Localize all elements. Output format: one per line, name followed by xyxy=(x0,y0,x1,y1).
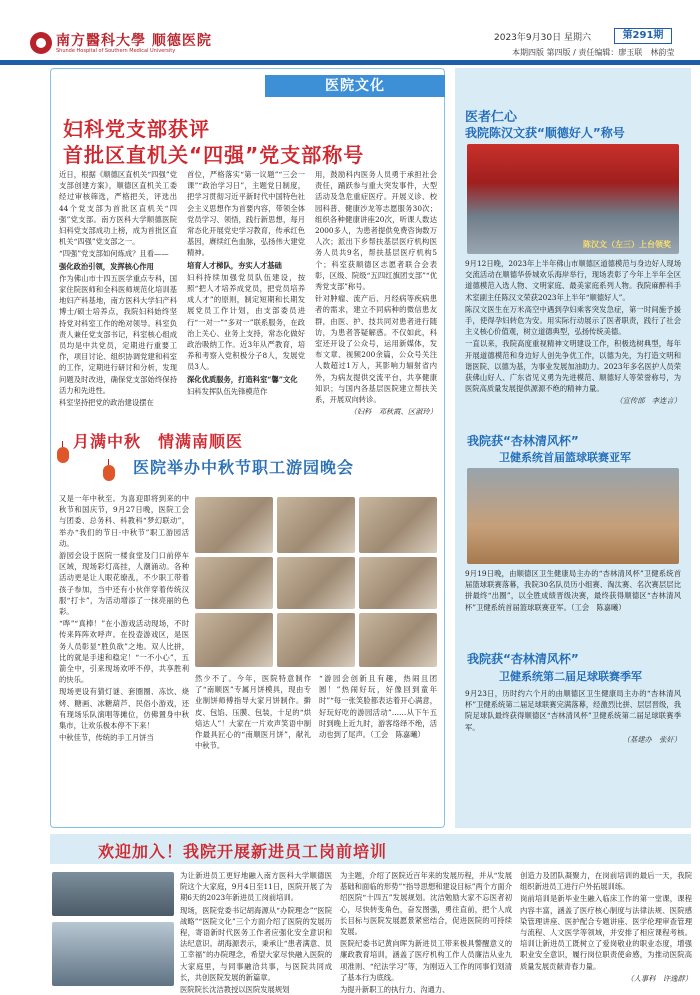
bottom-article-title: 欢迎加入！我院开展新进员工岗前培训 xyxy=(98,842,388,861)
culture-section xyxy=(50,68,445,828)
event-photo xyxy=(359,613,437,667)
event-photo xyxy=(359,557,437,609)
paragraph: 然少不了。今年，医院特意制作了“南顺医”专属月饼模具，现由专业制饼师傅指导大家月饼制作。擀皮、包馅、压膜、包装，十足的“烘焙达人”！大家在一片欢声笑语中制作最具匠心的“南顺医月饼”，献礼中秋节。 xyxy=(195,674,311,751)
paragraph: 作为佛山市十四五医学重点专科，国家住院医师和全科医师规范化培训基地妇产科基地，南方医科大学妇产科博士/硕士培养点，我院妇科始终坚持党对科室工作的绝对领导。科室负责人兼任党支部书记，科室核心组成员均是中共党员，定期进行重要工作，项目讨论、组织协调党建和科室的工作，定期进行研讨和分析，发现问题及时改进，确保党支部始终保持活力和先进性。 xyxy=(59,273,177,395)
paragraph: 一直以来，我院高度重视精神文明建设工作，积极选树典型，每年开展道德模范和身边好人创先争优工作，以德为先，为打造文明和谐医院、以德为基，为事业发展加油助力。2023年多名医护人员荣获佛山好人、广东省见义勇为先进模范、顺德好人等荣誉称号，为医院高质量发展提供源源不绝的精神力量。 xyxy=(465,339,681,394)
lantern-icon xyxy=(103,465,115,481)
paragraph: 创造力及团队凝聚力，在岗前培训的最后一天，我院组织新进员工进行户外拓展训练。 xyxy=(520,871,692,892)
right-article1-title-line1: 医者仁心 xyxy=(465,110,518,125)
lantern-icon xyxy=(57,447,69,463)
author-credit: （人事科 许逸群） xyxy=(626,973,692,983)
training-photo xyxy=(52,872,174,916)
paragraph: 现场，医院党委书记胡海源从“办院理念”“医院战略”“医院文化”三个方面介绍了医院的发展历程，寄语新时代医务工作者应强化安全意识和法纪意识。胡海源表示，秉承让“患者满意、员工幸福”的办院理念，希望大家尽快融入医院的大家庭里，与同事融洽共事，与医院共同成长，共创医院发展的新篇章。 xyxy=(180,905,332,982)
paragraph: 近日，根据《顺德区直机关“四强”党支部创建方案》，顺德区直机关工委经过审核筛选，严格把关，评选出44个党支部为首批区直机关“四强”党支部。南方医科大学顺德医院妇科党支部成功上榜，成为首批区直机关“四强”党支部之一。 xyxy=(59,170,177,247)
article2-title-line2: 医院举办中秋节职工游园晚会 xyxy=(133,458,355,477)
right-article1-body xyxy=(465,258,681,424)
paragraph: 9月12日晚，2023年上半年佛山市顺德区道德模范与身边好人现场交流活动在顺德华侨城欢乐海岸举行，现场表彰了今年上半年全区道德模范入选人物、文明家庭、最美家庭系列人物。我院麻醉科手术室副主任陈汉文荣获2023年上半年“顺德好人”。 xyxy=(465,259,681,302)
paragraph: 又是一年中秋至。为喜迎即将到来的中秋节和国庆节，9月27日晚，医院工会与团委、总务科、科教科“梦幻联动”，举办“我们的节日·中秋节”职工游园活动。 xyxy=(59,494,189,548)
paragraph: 现场更设有猜灯谜、套圈圈、冻饮、烧烤、糖画、冰糖葫芦、民俗小游戏，还有现场乐队演唱等摊位，仿佛置身中秋集市，让欢乐极本停不下来！ xyxy=(59,687,189,731)
article1-title-line2: 首批区直机关“四强”党支部称号 xyxy=(63,143,365,167)
paragraph: “哗”“真棒！”在小游戏活动现场，不时传来阵阵欢呼声。在投壶游戏区，是医务人员彰显“胜负欲”之地。双人比拼，比的就是手速和稳定！“一不小心”，五箭全中，引来现场欢呼不停，共享胜利的快乐。 xyxy=(59,619,189,685)
paragraph: 首位，严格落实“第一议题”“三会一课”“政治学习日”，主题党日制度，把学习贯彻习近平新时代中国特色社会主义思想作为首要内容，带领全体党员学习、领悟，践行新思想，每月常态化开展党史学习教育，传承红色基因，赓续红色血脉，弘扬伟大建党精神。 xyxy=(187,170,305,258)
hospital-name-english: Shunde Hospital of Southern Medical University xyxy=(56,48,176,54)
editor-line: 本期四版 第四版 / 责任编辑：廖玉联 林韵莹 xyxy=(512,48,675,57)
event-photo xyxy=(277,613,355,667)
article1-col2 xyxy=(187,169,305,419)
paragraph: “游园会创新且有趣，热闹且团圆！”热闹好玩，好像回到童年时”“每一张笑脸都表达着开心满意，好玩好吃的游园活动”……从下午五时到晚上近九时，游客络绎不绝，活动也到了尾声。（工会 陈嘉曦） xyxy=(319,674,437,740)
hospital-logo-icon xyxy=(30,32,52,54)
hospital-name: 南方醫科大學 顺德医院 xyxy=(56,33,212,49)
subheading: 强化政治引领，发挥核心作用 xyxy=(59,261,154,271)
bottom-col1 xyxy=(180,870,332,995)
right-article1-title-line2: 我院陈汉文获“顺德好人”称号 xyxy=(465,126,625,140)
right-article3-title-line1: 我院获“杏林清风杯” xyxy=(467,652,579,666)
article1-col1 xyxy=(59,169,177,419)
paragraph: 妇科发挥队伍先锋模范作 xyxy=(187,386,268,396)
paragraph: 用，鼓励科内医务人员勇于承担社会责任，踊跃参与重大突发事件，大型活动及急危重症医疗。开展义诊、校园科普、健康沙龙等志愿服务30次；组织各种健康讲座20次，听课人数达2000多人，为患者提供免费咨询数万人次；派出下乡帮扶基层医疗机构医务人员共9名，帮扶基层医疗机构5个；科室获顺德区志愿者联合会表彰，区级、院级“五四红旗团支部”“优秀党支部”称号。 xyxy=(315,170,437,292)
subheading: 深化优质服务，打造科室“馨”文化 xyxy=(187,374,298,384)
award-photo xyxy=(467,144,679,254)
event-photo xyxy=(277,497,355,553)
bottom-col3 xyxy=(520,870,692,988)
paragraph: 为让新进员工更好地融入南方医科大学顺德医院这个大家庭，9月4日至11日，医院开展了为期6天的2023年新进员工岗前培训。 xyxy=(180,871,332,903)
event-photo-grid xyxy=(195,497,437,667)
bottom-title-band xyxy=(50,834,691,864)
masthead xyxy=(0,0,700,60)
right-article2-body xyxy=(465,568,681,646)
article2-title-line1: 月满中秋 情满南顺医 xyxy=(73,432,244,451)
paragraph: 9月19日晚，由顺德区卫生健康局主办的“杏林清风杯”卫健系统首届篮球联赛落幕，我院30名队员历小组赛、淘汰赛、名次赛层层比拼最终“出圈”，以全胜成绩晋级决赛，最终获得顺德区“杏林清风杯”卫健系统首届篮球联赛亚军。（工会 陈嘉曦） xyxy=(465,569,681,612)
paragraph: 针对肿瘤、流产后、月经病等疾病患者的需求，建立不同病种的微信患友群，由医、护、技共同对患者进行随访，为患者答疑解惑。不仅如此，科室还开设了公众号，运用新媒体，发布文章、视频200余篇，公众号关注人数超过1万人，其影响力辐射省内外，为病友提供交流平台，共享健康知识；与国内各基层医院建立帮扶关系，开展双向转诊。 xyxy=(315,294,437,405)
paragraph: 游园会设于医院一楼食堂及门口前停车区域，现场彩灯高挂，人潮涌动。各种活动更是让人眼花缭乱，不少职工带着孩子参加，当中还有小伙伴穿着传统汉服“打卡”，为活动增添了一抹亮丽的色彩。 xyxy=(59,551,189,617)
paragraph: 陈汉文医生在万米高空中遇到孕妇乘客突发急症，第一时间施予援手，使得孕妇转危为安。用实际行动展示了医者职责，践行了社会主义核心价值观，树立道德典型，弘扬传统美德。 xyxy=(465,304,681,337)
masthead-rule xyxy=(0,60,700,65)
event-photo xyxy=(277,557,355,609)
right-article3-body xyxy=(465,688,681,808)
event-photo xyxy=(359,497,437,553)
article1-title-line1: 妇科党支部获评 xyxy=(63,117,210,141)
issue-number: 第291期 xyxy=(614,28,672,44)
article1-col3 xyxy=(315,169,437,419)
event-photo xyxy=(195,497,273,553)
paragraph: 医院纪委书记黄向晖为新进员工带来极具警醒意义的廉政教育培训，涵盖了医疗机构工作人员廉洁从业九项准则、“纪法学习”等，为刚迈入工作的同事们划清了基本行为底线。 xyxy=(340,939,512,982)
basketball-photo xyxy=(467,468,679,564)
paragraph: 科室坚持把党的政治建设摆在 xyxy=(59,398,154,408)
paragraph: “四强”党支部如何炼成？且看—— xyxy=(59,249,169,259)
photo-caption: 陈汉文（左三）上台领奖 xyxy=(583,240,671,249)
event-photo xyxy=(195,557,273,609)
article2-col1 xyxy=(59,493,189,823)
right-article2-title-line2: 卫健系统首届篮球联赛亚军 xyxy=(499,451,631,464)
article2-col3 xyxy=(319,673,437,823)
right-article3-title-line2: 卫健系统第二届足球联赛季军 xyxy=(499,670,642,683)
right-article2-title-line1: 我院获“杏林清风杯” xyxy=(467,434,579,448)
article2-col2 xyxy=(195,673,311,823)
paragraph: 9月23日，历时约六个月的由顺德区卫生健康局主办的“杏林清风杯”卫健系统第二届足球联赛完满落幕，经激烈比拼、层层晋级，我院足球队最终获得顺德区“杏林清风杯”卫健系统第二届足球联赛季军。 xyxy=(465,689,681,732)
event-photo xyxy=(195,613,273,667)
section-band: 医院文化 xyxy=(265,75,445,97)
right-column xyxy=(455,68,691,828)
bottom-col2 xyxy=(340,870,512,995)
author-credit: （妇科 邓秋霞、区淑玲） xyxy=(349,407,437,417)
author-credit: （基建办 张奸） xyxy=(622,734,681,744)
training-photo xyxy=(52,922,174,986)
paragraph: 医院院长沈洁教授以医院发展规划 xyxy=(180,985,290,995)
paragraph: 为主题，介绍了医院近百年来的发展历程，并从“发展基础和面临的形势”“指导思想和建设目标”两个方面介绍医院“十四五”发展规划。沈洁勉励大家不忘医者初心，尽快转变角色，奋发图强，勇往直前，把个人成长目标与医院发展愿景紧密结合，促进医院的可持续发展。 xyxy=(340,871,512,937)
issue-date: 2023年9月30日 星期六 xyxy=(494,33,591,43)
paragraph: 为提升新职工的执行力、沟通力、 xyxy=(340,985,450,995)
subheading: 培育人才梯队，夯实人才基础 xyxy=(187,260,282,270)
paragraph: 中秋佳节，传统的手工月饼当 xyxy=(59,733,154,743)
paragraph: 妇科持续加强党员队伍建设，按照“把人才培养成党员，把党员培养成人才”的原则，制定短期和长期发展党员工作计划，由支部委员进行“一对一”“多对一”联系服务，在政治上关心、业务上支持，常态化做好政治吸纳工作。近3年从严教育，培养和考察入党积极分子8人，发展党员3人。 xyxy=(187,272,305,372)
author-credit: （宣传部 李连言） xyxy=(615,396,681,406)
paragraph: 岗前培训是新毕业生融入临床工作的第一堂课，课程内容丰富，涵盖了医疗核心制度与法律法规、医院感染管理讲座、医护配合专题讲座、医学伦理审查管理与流程、人文医学等领域，并安排了相应课程考核。培训让新进员工既树立了爱岗敬业的职业态度，增强职业安全意识，履行岗位职责使命感，为推动医院高质量发展贡献青春力量。 xyxy=(520,894,692,971)
